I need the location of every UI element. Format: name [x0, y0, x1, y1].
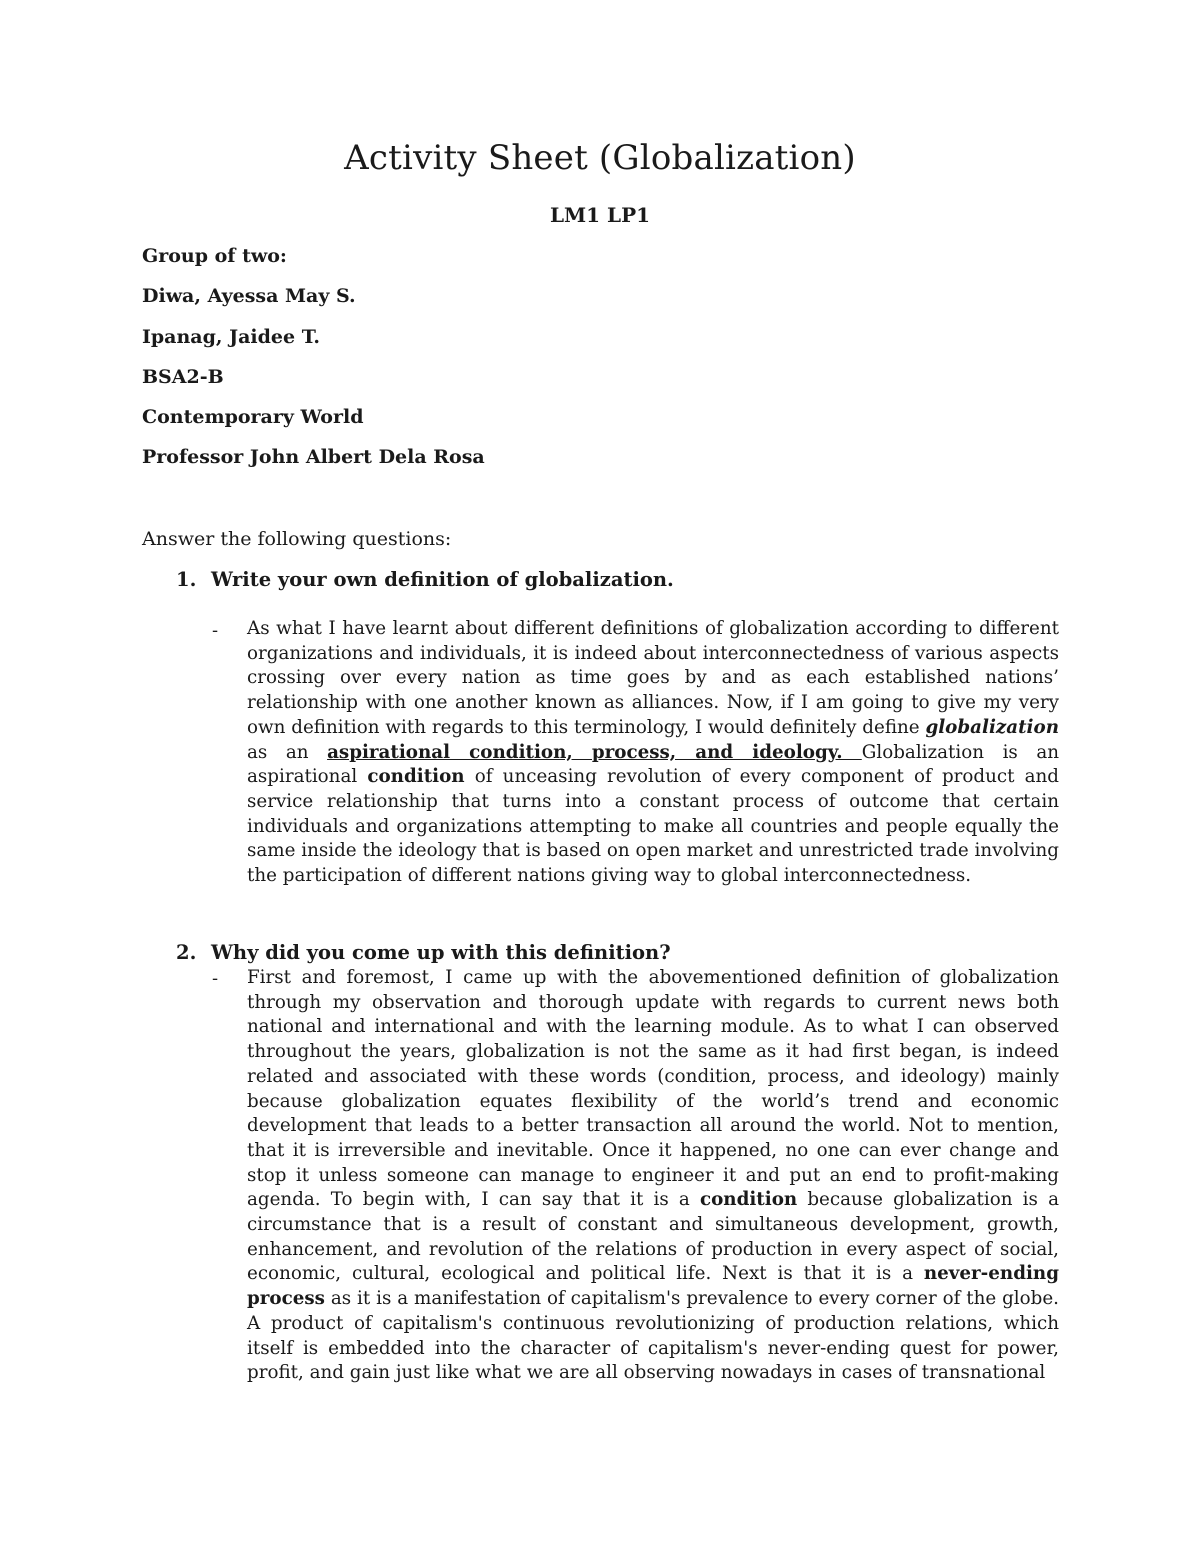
question-text: Why did you come up with this definition?	[211, 941, 671, 964]
question-number: 2.	[176, 941, 197, 964]
answer-term: globalization	[925, 716, 1059, 738]
bullet-dash: -	[212, 968, 219, 989]
info-line-student-1: Diwa, Ayessa May S.	[142, 285, 356, 308]
info-line-professor: Professor John Albert Dela Rosa	[142, 446, 485, 469]
answer-text: as an	[247, 741, 328, 763]
answer-text: As what I have learnt about different definitions of globalization according to different organizations and individuals, it is indeed about interconnectedness of various aspects crossing over every nation as time goes by and as each established nations’ relationship with one another known as alliances. Now, if I am going to give my very own definition with regards to this terminology, I would definitely define	[247, 618, 1059, 738]
answer-bold: condition	[367, 766, 465, 788]
page-title: Activity Sheet (Globalization)	[344, 138, 856, 178]
info-line-course: Contemporary World	[142, 406, 364, 429]
page-subtitle: LM1 LP1	[549, 203, 651, 227]
answer-2	[247, 966, 1059, 1386]
info-line-student-2: Ipanag, Jaidee T.	[142, 325, 321, 348]
answer-1	[247, 617, 1059, 889]
question-number: 1.	[176, 568, 197, 591]
student-info	[142, 244, 485, 486]
question-text: Write your own definition of globalization.	[211, 568, 674, 591]
info-line-group: Group of two:	[142, 245, 287, 267]
instructions: Answer the following questions:	[142, 528, 452, 550]
answer-bold: condition	[699, 1189, 798, 1211]
question-1	[176, 568, 674, 591]
answer-underlined: aspirational condition, process, and ideology.	[327, 741, 862, 763]
answer-text: as it is a manifestation of capitalism's prevalence to every corner of the globe. A product of capitalism's continuous revolutionizing of production relations, which itself is embedded into the character of capitalism's never-ending quest for power, profit, and gain just like what we are all observing nowadays in cases of transnational	[247, 1288, 1059, 1384]
answer-text: of unceasing revolution of every component of product and service relationship that turns into a constant process of outcome that certain individuals and organizations attempting to make all countries and people equally the same inside the ideology that is based on open market and unrestricted trade involving the participation of different nations giving way to global interconnectedness.	[247, 766, 1060, 887]
answer-text: Globalization is an aspirational	[247, 741, 1060, 788]
answer-text: because globalization is a circumstance that is a result of constant and simultaneous development, growth, enhancement, and revolution of the relations of production in every aspect of social, economic, cultural, ecological and political life. Next is that it is a	[247, 1189, 1059, 1285]
answer-text: First and foremost, I came up with the abovementioned definition of globalization through my observation and thorough update with regards to current news both national and international and with the learning module. As to what I can observed throughout the years, globalization is not the same as it had first began, is indeed related and associated with these words (condition, process, and ideology) mainly because globalization equates flexibility of the world’s trend and economic development that leads to a better transaction all around the world. Not to mention, that it is irreversible and inevitable. Once it happened, no one can ever change and stop it unless someone can manage to engineer it and put an end to profit-making agenda. To begin with, I can say that it is a	[247, 967, 1059, 1211]
bullet-dash: -	[212, 620, 219, 641]
answer-bold: never-ending process	[247, 1263, 1059, 1310]
info-line-section: BSA2-B	[142, 365, 224, 388]
question-2	[176, 941, 671, 964]
